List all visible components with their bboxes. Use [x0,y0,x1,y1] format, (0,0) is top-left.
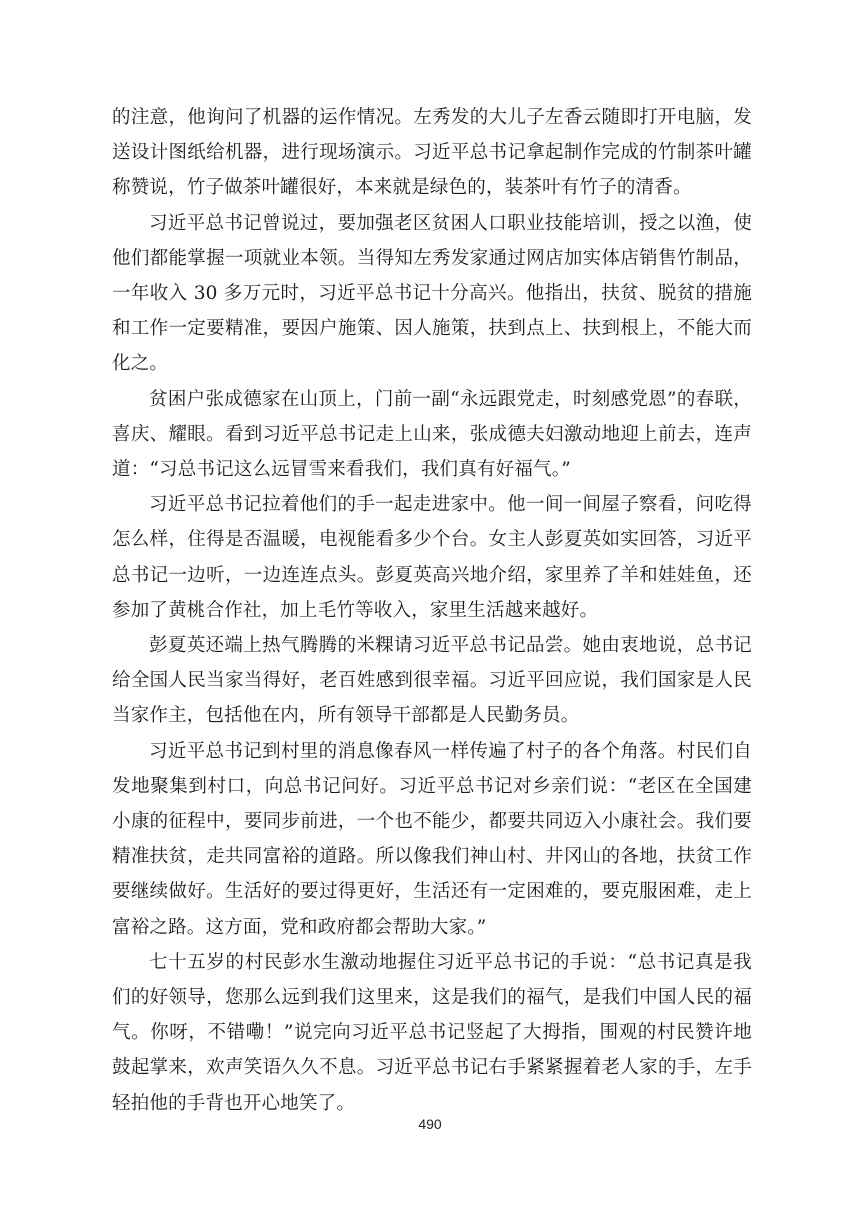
paragraph-5: 彭夏英还端上热气腾腾的米粿请习近平总书记品尝。她由衷地说，总书记给全国人民当家当得好，老百姓感到很幸福。习近平回应说，我们国家是人民当家作主，包括他在内，所有领导干部都是人民勤务员。 [112,635,752,727]
paragraph-6: 习近平总书记到村里的消息像春风一样传遍了村子的各个角落。村民们自发地聚集到村口，向总书记问好。习近平总书记对乡亲们说：“老区在全国建小康的征程中，要同步前进，一个也不能少，都要共同迈入小康社会。我们要精准扶贫，走共同富裕的道路。所以像我们神山村、井冈山的各地，扶贫工作要继续做好。生活好的要过得更好，生活还有一定困难的，要克服困难，走上富裕之路。这方面，党和政府都会帮助大家。” [112,740,752,938]
paragraph-4: 习近平总书记拉着他们的手一起走进家中。他一间一间屋子察看，问吃得怎么样，住得是否温暖，电视能看多少个台。女主人彭夏英如实回答，习近平总书记一边听，一边连连点头。彭夏英高兴地介绍，家里养了羊和娃娃鱼，还参加了黄桃合作社，加上毛竹等收入，家里生活越来越好。 [112,494,752,621]
paragraph-2: 习近平总书记曾说过，要加强老区贫困人口职业技能培训，授之以渔，使他们都能掌握一项就业本领。当得知左秀发家通过网店加实体店销售竹制品，一年收入 30 多万元时，习近平总书记十分高兴。他指出，扶贫、脱贫的措施和工作一定要精准，要因户施策、因人施策，扶到点上、扶到根上，不能大而化之。 [112,212,752,375]
paragraph-1: 的注意，他询问了机器的运作情况。左秀发的大儿子左香云随即打开电脑，发送设计图纸给机器，进行现场演示。习近平总书记拿起制作完成的竹制茶叶罐称赞说，竹子做茶叶罐很好，本来就是绿色的，装茶叶有竹子的清香。 [112,107,752,199]
document-body [112,100,752,1121]
paragraph-3: 贫困户张成德家在山顶上，门前一副“永远跟党走，时刻感党恩”的春联，喜庆、耀眼。看到习近平总书记走上山来，张成德夫妇激动地迎上前去，连声道：“习总书记这么远冒雪来看我们，我们真有好福气。” [112,388,752,481]
paragraph-7: 七十五岁的村民彭水生激动地握住习近平总书记的手说：“总书记真是我们的好领导，您那么远到我们这里来，这是我们的福气，是我们中国人民的福气。你呀，不错嘞！”说完向习近平总书记竖起了大拇指，围观的村民赞许地鼓起掌来，欢声笑语久久不息。习近平总书记右手紧紧握着老人家的手，左手轻拍他的手背也开心地笑了。 [112,951,752,1114]
page-number: 490 [418,1116,442,1132]
